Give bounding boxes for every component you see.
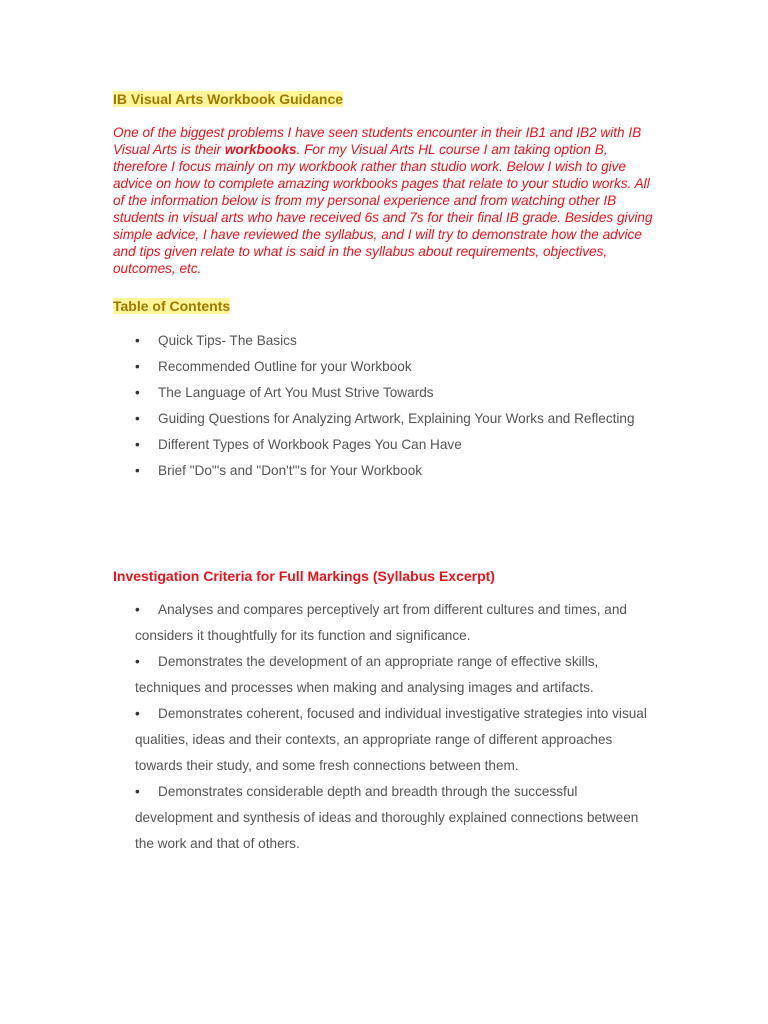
toc-item	[135, 406, 655, 432]
bullet-icon: •	[135, 784, 140, 799]
document-title-text: IB Visual Arts Workbook Guidance	[113, 91, 344, 107]
bullet-icon: •	[135, 385, 140, 400]
toc-heading-text: Table of Contents	[113, 298, 231, 314]
intro-text-part2: . For my Visual Arts HL course I am taking option B, therefore I focus mainly on my workbook rather than studio work. Below I wish to give advice on how to complete amazing workbooks pages that relate to your studio works. All of the information below is from my personal experience and from watching other IB students in visual arts who have received 6s and 7s for their final IB grade. Besides giving simple advice, I have reviewed the syllabus, and I will try to demonstrate how the advice and tips given relate to what is said in the syllabus about requirements, objectives, outcomes, etc.	[113, 142, 653, 276]
criteria-item	[135, 701, 655, 779]
intro-paragraph	[113, 124, 658, 277]
criteria-item-text: Analyses and compares perceptively art from different cultures and times, and considers it thoughtfully for its function and significance.	[135, 602, 627, 643]
toc-heading	[113, 298, 230, 315]
toc-item-text: Recommended Outline for your Workbook	[158, 359, 412, 374]
toc-list	[135, 328, 655, 484]
criteria-item	[135, 649, 655, 701]
toc-item	[135, 354, 655, 380]
bullet-icon: •	[135, 602, 140, 617]
criteria-item-text: Demonstrates coherent, focused and individual investigative strategies into visual qualities, ideas and their contexts, an appropriate range of different approaches towards their study, and some fresh connections between them.	[135, 706, 647, 773]
intro-text-part1: One of the biggest problems I have seen students encounter in their IB1 and IB2 with IB Visual Arts is their	[113, 125, 642, 157]
toc-item-text: Guiding Questions for Analyzing Artwork, Explaining Your Works and Reflecting	[158, 411, 635, 426]
bullet-icon: •	[135, 333, 140, 348]
criteria-item	[135, 779, 655, 857]
bullet-icon: •	[135, 359, 140, 374]
criteria-item-text: Demonstrates the development of an appropriate range of effective skills, techniques and processes when making and analysing images and artifacts.	[135, 654, 599, 695]
toc-item-text: Quick Tips- The Basics	[158, 333, 297, 348]
criteria-heading: Investigation Criteria for Full Markings (Syllabus Excerpt)	[113, 568, 495, 584]
document-title	[113, 91, 343, 108]
bullet-icon: •	[135, 411, 140, 426]
criteria-item-text: Demonstrates considerable depth and breadth through the successful development and synthesis of ideas and thoroughly explained connections between the work and that of others.	[135, 784, 639, 851]
toc-item	[135, 380, 655, 406]
intro-bold-workbooks: workbooks	[224, 142, 297, 157]
toc-item	[135, 328, 655, 354]
toc-item	[135, 458, 655, 484]
toc-item	[135, 432, 655, 458]
criteria-list	[135, 597, 655, 857]
bullet-icon: •	[135, 437, 140, 452]
toc-item-text: Different Types of Workbook Pages You Can Have	[158, 437, 462, 452]
criteria-item	[135, 597, 655, 649]
toc-item-text: Brief "Do"'s and "Don't"'s for Your Workbook	[158, 463, 423, 478]
toc-item-text: The Language of Art You Must Strive Towards	[158, 385, 434, 400]
bullet-icon: •	[135, 654, 140, 669]
bullet-icon: •	[135, 463, 140, 478]
bullet-icon: •	[135, 706, 140, 721]
